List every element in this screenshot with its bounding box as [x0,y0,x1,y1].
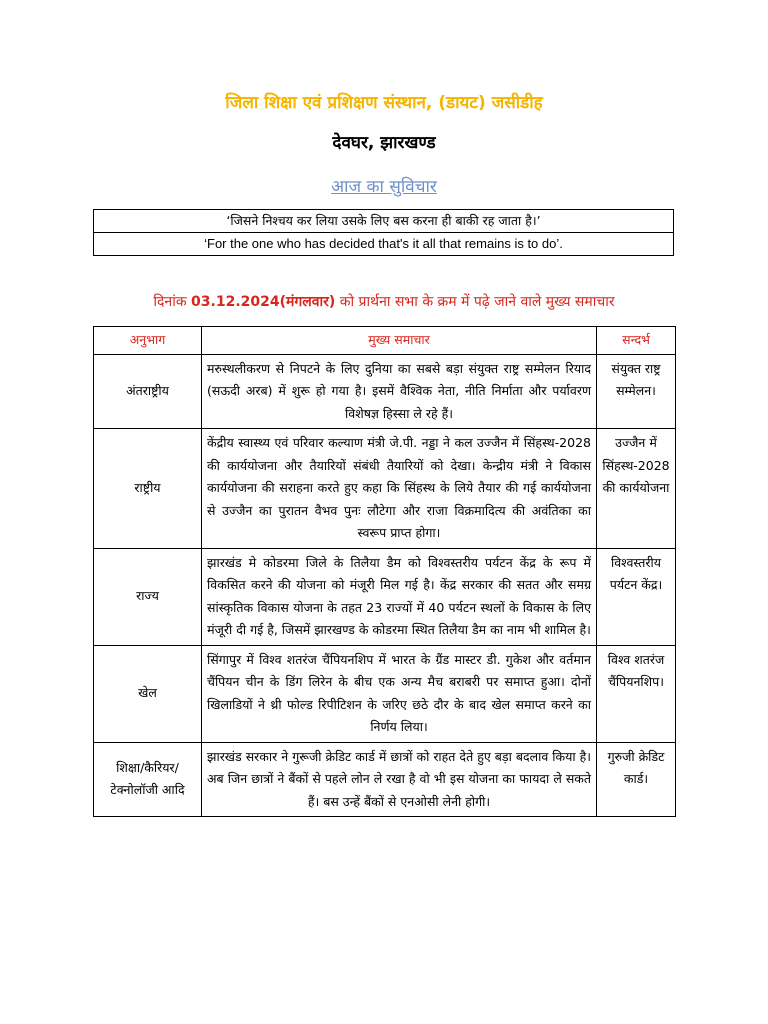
row-reference: विश्व शतरंज चैंपियनशिप। [597,645,676,742]
row-section: राष्ट्रीय [94,429,202,549]
row-news: केंद्रीय स्वास्थ्य एवं परिवार कल्याण मंत्री जे.पी. नड्डा ने कल उज्जैन में सिंहस्थ-2028 की कार्ययोजना और तैयारियों संबंधी तैयारियों को देखा। केन्द्रीय मंत्री ने विकास कार्ययोजना की सराहना करते हुए कहा कि सिंहस्थ के लिये तैयार की गई कार्ययोजना से उज्जैन का पुरातन वैभव पुनः लौटेगा और राजा विक्रमादित्य की अवंतिका का स्वरूप प्राप्त होगा। [202,429,597,549]
district-title: देवघर, झारखण्ड [332,133,436,153]
thought-table [93,209,674,256]
table-row [94,429,676,549]
row-reference: विश्वस्तरीय पर्यटन केंद्र। [597,548,676,645]
row-news: सिंगापुर में विश्व शतरंज चैंपियनशिप में भारत के ग्रैंड मास्टर डी. गुकेश और वर्तमान चैंपियन चीन के डिंग लिरेन के बीच एक अन्य मैच बराबरी पर समाप्त हुआ। दोनों खिलाडियों ने थ्री फोल्ड रिपीटिशन के जरिए छठे दौर के बाद खेल समाप्त करने का निर्णय लिया। [202,645,597,742]
table-row [94,645,676,742]
news-table [93,326,676,817]
thought-english: ‘For the one who has decided that's it all that remains is to do’. [94,233,674,256]
table-row [94,742,676,817]
row-news: झारखंड मे कोडरमा जिले के तिलैया डैम को विश्वस्तरीय पर्यटन केंद्र के रूप में विकसित करने की योजना को मंजूरी मिल गई है। केंद्र सरकार की सतत और समग्र सांस्कृतिक विकास योजना के तहत 23 राज्यों में 40 पर्यटन स्थलों के विकास के लिए मंजूरी दी गई है, जिसमें झारखण्ड के कोडरमा स्थित तिलैया डैम का नाम भी शामिल है। [202,548,597,645]
row-section: शिक्षा/कैरियर/टेक्नोलॉजी आदि [94,742,202,817]
institute-title: जिला शिक्षा एवं प्रशिक्षण संस्थान, (डायट) जसीडीह [225,93,543,113]
date-prefix: दिनांक [153,294,192,310]
news-table-header [94,327,676,355]
row-section: राज्य [94,548,202,645]
table-row [94,354,676,429]
header-news: मुख्य समाचार [202,327,597,355]
thought-heading: आज का सुविचार [331,177,437,197]
header-section: अनुभाग [94,327,202,355]
row-news: झारखंड सरकार ने गुरूजी क्रेडिट कार्ड में छात्रों को राहत देते हुए बड़ा बदलाव किया है। अब जिन छात्रों ने बैंकों से पहले लोन ले रखा है वो भी इस योजना का फायदा ले सकते हैं। बस उन्हें बैंकों से एनओसी लेनी होगी। [202,742,597,817]
row-reference: संयुक्त राष्ट्र सम्मेलन। [597,354,676,429]
row-reference: गुरुजी क्रेडिट कार्ड। [597,742,676,817]
row-reference: उज्जैन में सिंहस्थ-2028 की कार्ययोजना [597,429,676,549]
date-suffix: को प्रार्थना सभा के क्रम में पढ़े जाने वाले मुख्य समाचार [335,294,615,310]
row-section: अंतराष्ट्रीय [94,354,202,429]
header-reference: सन्दर्भ [597,327,676,355]
thought-hindi: ‘जिसने निश्चय कर लिया उसके लिए बस करना ही बाकी रह जाता है।’ [94,210,674,233]
news-date-line [0,292,768,311]
table-row [94,548,676,645]
row-section: खेल [94,645,202,742]
row-news: मरुस्थलीकरण से निपटने के लिए दुनिया का सबसे बड़ा संयुक्त राष्ट्र सम्मेलन रियाद (सऊदी अरब) में शुरू हो गया है। इसमें वैश्विक नेता, नीति निर्माता और पर्यावरण विशेषज्ञ हिस्सा ले रहे हैं। [202,354,597,429]
news-date: 03.12.2024(मंगलवार) [191,294,336,310]
